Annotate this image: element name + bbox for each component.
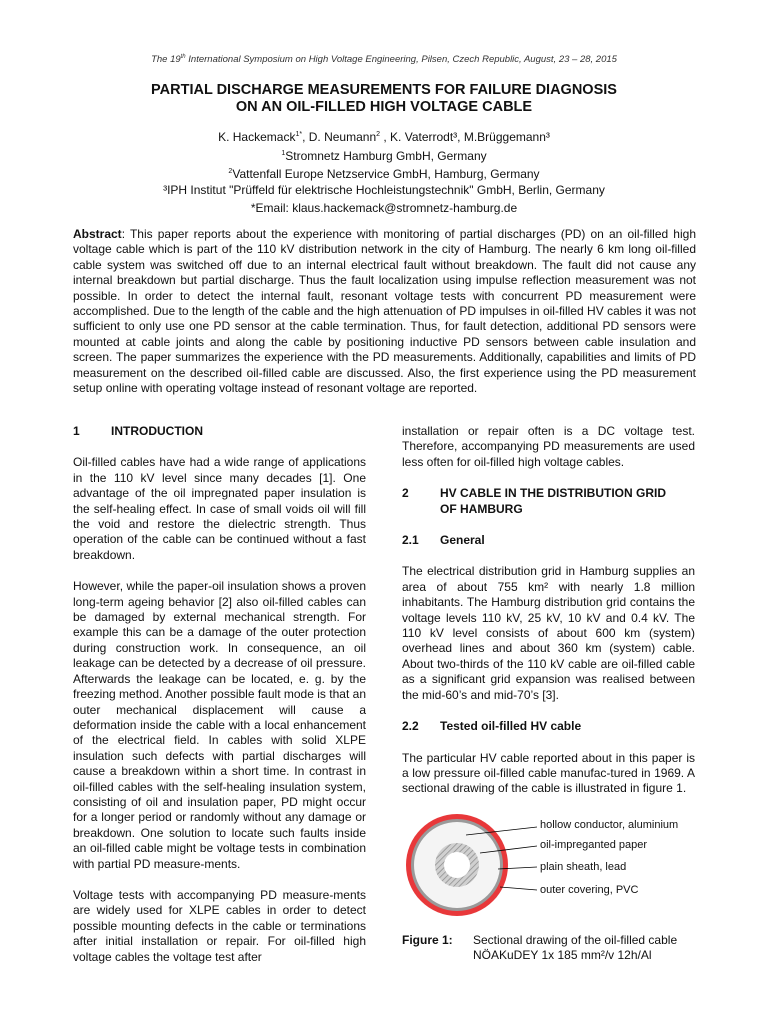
leader-line bbox=[500, 887, 537, 890]
section-number: 2 bbox=[402, 486, 409, 501]
label-sheath: plain sheath, lead bbox=[540, 860, 627, 873]
author-block bbox=[0, 127, 768, 198]
intro-paragraph-1: Oil-filled cables have had a wide range of applications in the 110 kV level since many decades [1]. One advantage of the oil impregnated paper insulation is the self-healing effect. In case of small voids oil will fill the void and restore the dielectric strength. Thus operation of the cable can be continued without a fast breakdown. bbox=[73, 455, 366, 562]
hollow-core bbox=[444, 852, 470, 878]
section-title: INTRODUCTION bbox=[111, 424, 203, 438]
caption-label: Figure 1: bbox=[402, 932, 453, 947]
caption-line-2: NÖAKuDEY 1x 185 mm²/v 12h/Al bbox=[473, 948, 652, 963]
abstract bbox=[73, 227, 696, 396]
affiliation-3: ³IPH Institut "Prüffeld für elektrische Hochleistungstechnik" GmbH, Berlin, Germany bbox=[163, 182, 605, 197]
intro-paragraph-3: Voltage tests with accompanying PD measure-ments are widely used for XLPE cables in order to detect possible mounting defects in the cable or terminations after initial installation or repair. For oil-filled high voltage cables the voltage test after bbox=[73, 887, 366, 964]
paper-title bbox=[0, 82, 768, 116]
section-2-1-heading bbox=[402, 533, 695, 548]
caption-line-1: Sectional drawing of the oil-filled cable bbox=[473, 932, 678, 947]
section-title: Tested oil-filled HV cable bbox=[440, 719, 582, 734]
intro-paragraph-2: However, while the paper-oil insulation shows a proven long-term ageing behavior [2] also oil-filled cables can be damaged by external mechanical strength. For example this can be a damage of the outer protection during construction work. In consequence, an oil leakage can be detected by a decrease of oil pressure. Afterwards the leakage can be located, e. g. by the freezing method. Another possible fault mode is that an outer mechanical displacement will cause a deformation inside the cable with a local enhancement of the electrical field. In cables with solid XLPE insulation such defects with partial discharges will cause a breakdown within a short time. In contrast in oil-filled cables with the self-healing insulation system, consisting of oil and insulation paper, PD might occur for a longer period or randomly without any damage or breakdown. One solution to locate such faults inside an oil-filled cable might be voltage tests in combination with partial PD measure-ments. bbox=[73, 579, 366, 871]
section-number: 1 bbox=[73, 424, 80, 438]
contact-email: *Email: klaus.hackemack@stromnetz-hamburg.de bbox=[250, 201, 518, 215]
intro-paragraph-continued: installation or repair often is a DC voltage test. Therefore, accompanying PD measurements are used less often for oil-filled high voltage cables. bbox=[402, 424, 695, 469]
section-2-heading bbox=[402, 486, 695, 517]
section-title: General bbox=[440, 533, 485, 548]
section-number: 2.2 bbox=[402, 719, 419, 734]
title-line-1: PARTIAL DISCHARGE MEASUREMENTS FOR FAILURE DIAGNOSIS bbox=[151, 82, 617, 98]
general-paragraph: The electrical distribution grid in Hamburg supplies an area of about 755 km² with nearly 1.8 million inhabitants. The Hamburg distribution grid contains the voltage levels 110 kV, 25 kV, 10 kV and 0.4 kV. The 110 kV level consists of about 600 km (system) overhead lines and about 360 km (system) cable. About two-thirds of the 110 kV cable are oil-filled cable as a significant grid expansion was realised between the mid-60’s and mid-70’s [3]. bbox=[402, 564, 695, 702]
right-column bbox=[402, 424, 695, 964]
label-hollow-conductor: hollow conductor, aluminium bbox=[540, 818, 679, 831]
label-outer-covering: outer covering, PVC bbox=[540, 883, 639, 896]
section-1-heading bbox=[73, 424, 366, 439]
label-paper: oil-impreganted paper bbox=[540, 838, 648, 851]
author-names: K. Hackemack$^{1*}$, D. Neumann$^2$ , K. Vaterrodt³, M.Brüggemann³ bbox=[218, 130, 550, 144]
figure-1 bbox=[402, 813, 695, 923]
title-line-2: ON AN OIL-FILLED HIGH VOLTAGE CABLE bbox=[235, 99, 533, 115]
abstract-text: : This paper reports about the experience with monitoring of partial discharges (PD) on an oil-filled high voltage cable which is part of the 110 kV distribution network in the city of Hamburg. The nearly 6 km long oil-filled cable system was switched off due to an internal electrical fault without breakdown. The fault did not cause any internal breakdown but partial discharge. Thus the fault localization using impulse reflection measurement was not possible. In order to detect the internal fault, resonant voltage tests with concurrent PD measurement were accomplished. Due to the length of the cable and the high attenuation of PD impulses in oil-filled HV cables it was not sufficient to only use one PD sensor at the cable termination. Thus, for fault detection, additional PD sensors were mounted at cable joints and along the cable by positioning inductive PD sensors between cable insulation and screen. The paper summarizes the experience with the PD measurements. Additionally, capabilities and limits of PD measurement on the described oil-filled cable are discussed. Also, the first experience using the PD measurement setup online with operating voltage instead of resonant voltage are reported. bbox=[73, 227, 696, 396]
left-column bbox=[73, 424, 366, 981]
affiliation-2: $^2$Vattenfall Europe Netzservice GmbH, Hamburg, Germany bbox=[228, 167, 540, 181]
figure-caption bbox=[402, 933, 695, 964]
abstract-label: Abstract bbox=[73, 227, 122, 241]
affiliation-1: $^1$Stromnetz Hamburg GmbH, Germany bbox=[281, 148, 487, 163]
section-title: HV CABLE IN THE DISTRIBUTION GRID OF HAMBURG bbox=[440, 486, 667, 516]
tested-cable-paragraph: The particular HV cable reported about in this paper is a low pressure oil-filled cable manufac-tured in 1969. A sectional drawing of the cable is illustrated in figure 1. bbox=[402, 750, 695, 796]
caption-text bbox=[473, 933, 677, 964]
section-number: 2.1 bbox=[402, 533, 419, 548]
section-2-2-heading bbox=[402, 719, 695, 734]
conference-header: The 19th International Symposium on High Voltage Engineering, Pilsen, Czech Republic, August, 23 – 28, 2015 bbox=[151, 54, 617, 66]
